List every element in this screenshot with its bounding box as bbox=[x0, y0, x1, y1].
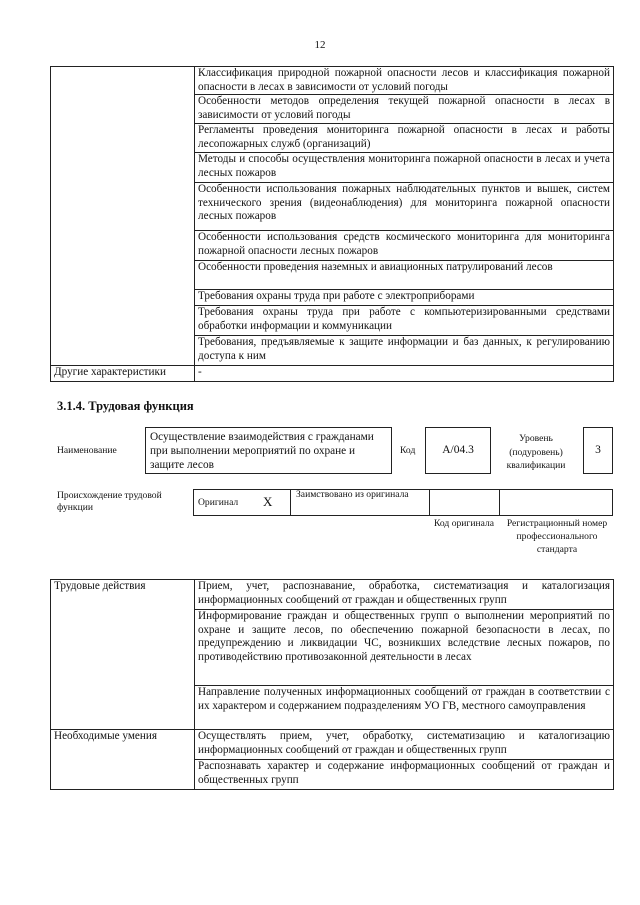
knowledge-item: Особенности проведения наземных и авиационных патрулирований лесов bbox=[195, 261, 614, 290]
code-value-box bbox=[425, 427, 491, 474]
original-label: Оригинал bbox=[198, 497, 239, 508]
other-characteristics-label: Другие характеристики bbox=[51, 366, 195, 382]
code-label: Код bbox=[400, 445, 416, 456]
origin-divider bbox=[290, 489, 291, 516]
knowledge-item: Особенности методов определения текущей пожарной опасности в лесах в зависимости от условий погоды bbox=[195, 95, 614, 124]
reg-number-caption: Регистрационный номер профессионального стандарта bbox=[506, 518, 608, 555]
origin-label: Происхождение трудовой функции bbox=[57, 490, 162, 513]
knowledge-item: Требования охраны труда при работе с электроприборами bbox=[195, 290, 614, 306]
knowledge-item: Классификация природной пожарной опасности лесов и классификация пожарной опасности в лесах в зависимости от условий погоды bbox=[195, 67, 614, 95]
knowledge-item: Требования охраны труда при работе с компьютеризированными средствами обработки информации и коммуникации bbox=[195, 306, 614, 336]
level-value: 3 bbox=[595, 444, 601, 456]
page-number: 12 bbox=[314, 39, 326, 51]
labor-actions-label: Трудовые действия bbox=[51, 580, 195, 730]
labor-actions-table bbox=[50, 579, 614, 790]
knowledge-item: Регламенты проведения мониторинга пожарной опасности в лесах и работы лесопожарных служб (организаций) bbox=[195, 124, 614, 153]
knowledge-table bbox=[50, 66, 614, 382]
labor-action-item: Направление полученных информационных сообщений от граждан в соответствии с их характером и содержанием подразделениям УО ГВ, местного самоуправления bbox=[195, 686, 614, 730]
original-mark: X bbox=[263, 494, 273, 509]
code-value: А/04.3 bbox=[442, 444, 474, 456]
labor-action-item: Прием, учет, распознавание, обработка, систематизация и каталогизация информационных сообщений от граждан и общественных групп bbox=[195, 580, 614, 610]
skill-item: Осуществлять прием, учет, обработку, систематизацию и каталогизацию информационных сообщений от граждан и общественных групп bbox=[195, 730, 614, 760]
borrowed-label: Заимствовано из оригинала bbox=[296, 489, 409, 500]
knowledge-label-cell bbox=[51, 67, 195, 366]
knowledge-item: Требования, предъявляемые к защите информации и баз данных, к регулированию доступа к ним bbox=[195, 336, 614, 366]
origin-divider bbox=[499, 489, 500, 516]
name-value-box bbox=[145, 427, 392, 474]
knowledge-item: Особенности использования пожарных наблюдательных пунктов и вышек, систем технического зрения (видеонаблюдения) для мониторинга пожарной опасности лесных пожаров bbox=[195, 183, 614, 231]
skill-item: Распознавать характер и содержание информационных сообщений от граждан и общественных групп bbox=[195, 760, 614, 790]
other-characteristics-value: - bbox=[195, 366, 614, 382]
level-label: Уровень (подуровень) квалификации bbox=[506, 433, 566, 471]
code-original-caption: Код оригинала bbox=[433, 518, 495, 529]
labor-action-item: Информирование граждан и общественных групп о выполнении мероприятий по охране и защите лесов, по обеспечению пожарной безопасности в лесах, по предупреждению и ликвидации ЧС, возникших вследствие лесных пожаров, по противодействию противозаконной деятельности в лесах bbox=[195, 610, 614, 686]
skills-label: Необходимые умения bbox=[51, 730, 195, 790]
knowledge-item: Методы и способы осуществления мониторинга пожарной опасности в лесах и учета лесных пожаров bbox=[195, 153, 614, 183]
level-value-box bbox=[583, 427, 613, 474]
origin-divider bbox=[429, 489, 430, 516]
name-value: Осуществление взаимодействия с гражданами при выполнении мероприятий по охране и защите лесов bbox=[150, 431, 374, 471]
knowledge-item: Особенности использования средств космического мониторинга для мониторинга пожарной опасности лесных пожаров bbox=[195, 231, 614, 261]
section-heading: 3.1.4. Трудовая функция bbox=[57, 399, 194, 413]
name-label: Наименование bbox=[57, 445, 117, 456]
